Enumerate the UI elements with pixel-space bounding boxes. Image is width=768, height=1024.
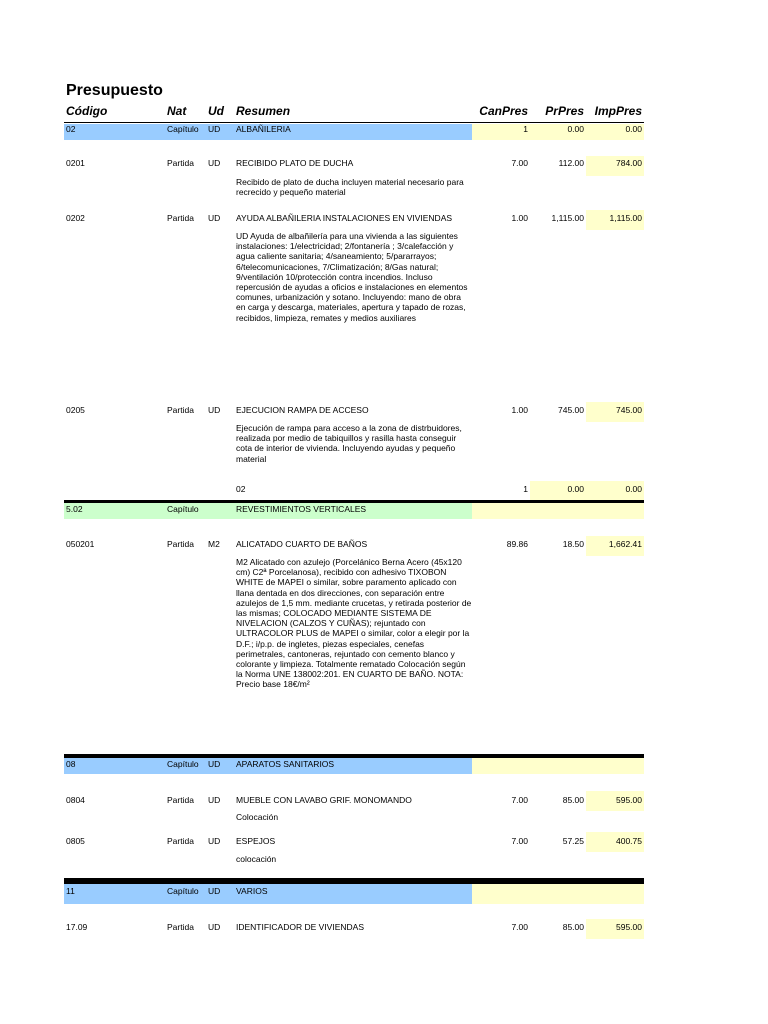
ud: UD — [208, 922, 221, 932]
header-nat: Nat — [167, 104, 187, 118]
nat: Partida — [167, 158, 194, 168]
resumen: ESPEJOS — [236, 836, 276, 846]
code: 5.02 — [66, 504, 83, 514]
prpres: 112.00 — [558, 158, 584, 168]
imppres: 0.00 — [625, 124, 642, 134]
code: 0804 — [66, 795, 85, 805]
description-0205: Ejecución de rampa para acceso a la zona de distrbuidores, realizada por medio de tabiquillos y rasilla hasta conseguir cota de interior de vivienda. Incluyendo ayudas y pequeño material — [236, 423, 462, 464]
canpres: 7.00 — [511, 158, 528, 168]
imppres: 595.00 — [616, 795, 642, 805]
canpres: 7.00 — [511, 836, 528, 846]
resumen: IDENTIFICADOR DE VIVIENDAS — [236, 922, 364, 932]
header-resumen: Resumen — [236, 104, 291, 118]
resumen: ALBAÑILERIA — [236, 124, 291, 134]
prpres: 745.00 — [558, 405, 584, 415]
ud: UD — [208, 213, 221, 223]
resumen: APARATOS SANITARIOS — [236, 759, 335, 769]
imppres: 400.75 — [616, 836, 642, 846]
description-0804: Colocación — [236, 812, 279, 822]
imppres: 745.00 — [616, 405, 642, 415]
description-050201: M2 Alicatado con azulejo (Porcelánico Berna Acero (45x120 cm) C2ª Porcelanosa), recibido con adhesivo TIXOBON WHITE de MAPEI o similar, sobre paramento aplicado con llana dentada en dos direcciones, con separación entre azulejos de 1,5 mm. mediante crucetas, y retirada posterior de las mismas; COLOCADO MEDIANTE SISTEMA DE NIVELACION (CALZOS Y CUÑAS); rejuntado con ULTRACOLOR PLUS de MAPEI o similar, color a elegir por la D.F.; i/p.p. de ingletes, piezas especiales, cenefas perimetrales, cantoneras, rejuntado con cemento blanco y colorante y limpieza. Totalmente rematado Colocación según la Norma UNE 138002:201. EN CUARTO DE BAÑO. NOTA: Precio base 18€/m² — [236, 557, 472, 690]
page-title: Presupuesto — [66, 82, 163, 99]
description-0201: Recibido de plato de ducha incluyen material necesario para recrecido y pequeño material — [236, 177, 464, 198]
prpres: 18.50 — [562, 539, 584, 549]
prpres: 85.00 — [562, 922, 584, 932]
prpres: 85.00 — [562, 795, 584, 805]
canpres: 89.86 — [506, 539, 528, 549]
header-canpres: CanPres — [479, 104, 528, 118]
nat: Partida — [167, 213, 194, 223]
prpres: 1,115.00 — [551, 213, 584, 223]
code: 0202 — [66, 213, 85, 223]
resumen: AYUDA ALBAÑILERIA INSTALACIONES EN VIVIENDAS — [236, 213, 453, 223]
ud: UD — [208, 124, 221, 134]
ud: UD — [208, 886, 221, 896]
ud: UD — [208, 795, 221, 805]
imppres: 595.00 — [616, 922, 642, 932]
chapter-row-11 — [64, 884, 644, 904]
nat: Capítulo — [167, 504, 199, 514]
resumen: REVESTIMIENTOS VERTICALES — [236, 504, 367, 514]
imppres: 0.00 — [625, 484, 642, 494]
nat: Partida — [167, 539, 194, 549]
ud: UD — [208, 836, 221, 846]
nat: Capítulo — [167, 124, 199, 134]
header-ud: Ud — [208, 104, 224, 118]
resumen: RECIBIDO PLATO DE DUCHA — [236, 158, 354, 168]
chapter-row-08 — [64, 758, 644, 774]
code: 0205 — [66, 405, 85, 415]
ud: UD — [208, 405, 221, 415]
code: 02 — [236, 484, 246, 494]
code: 050201 — [66, 539, 95, 549]
canpres: 1.00 — [511, 213, 528, 223]
prpres: 57.25 — [562, 836, 584, 846]
nat: Partida — [167, 795, 194, 805]
header-imppres: ImpPres — [594, 104, 642, 118]
resumen: MUEBLE CON LAVABO GRIF. MONOMANDO — [236, 795, 412, 805]
nat: Partida — [167, 922, 194, 932]
ud: M2 — [208, 539, 220, 549]
description-0202: UD Ayuda de albañilería para una vivienda a las siguientes instalaciones: 1/electricidad; 2/fontanería ; 3/calefacción y agua caliente sanitaria; 4/saneamiento; 5/pararrayos; 6/telecomunicaciones, 7/Climatización; 8/Gas natural; 9/ventilación 10/protección contra incendios. Incluso repercusión de ayudas a oficios e instalaciones en elementos comunes, urbanización y sotano. Incluyendo: mano de obra en carga y descarga, materiales, apertura y tapado de rozas, recibidos, limpieza, remates y medios auxiliares — [236, 231, 468, 323]
canpres: 1 — [523, 484, 528, 494]
nat: Partida — [167, 405, 194, 415]
nat: Partida — [167, 836, 194, 846]
nat: Capítulo — [167, 886, 199, 896]
resumen: VARIOS — [236, 886, 268, 896]
code: 11 — [66, 886, 75, 896]
description-0805: colocación — [236, 854, 277, 864]
code: 0805 — [66, 836, 85, 846]
canpres: 1.00 — [511, 405, 528, 415]
prpres: 0.00 — [567, 484, 584, 494]
imppres: 784.00 — [616, 158, 642, 168]
imppres: 1,662.41 — [608, 539, 642, 549]
code: 02 — [66, 124, 76, 134]
resumen: ALICATADO CUARTO DE BAÑOS — [236, 539, 368, 549]
header-codigo: Código — [66, 104, 108, 118]
header-rule — [64, 122, 644, 123]
code: 08 — [66, 759, 76, 769]
nat: Capítulo — [167, 759, 199, 769]
prpres: 0.00 — [567, 124, 584, 134]
ud: UD — [208, 759, 221, 769]
resumen: EJECUCION RAMPA DE ACCESO — [236, 405, 369, 415]
ud: UD — [208, 158, 221, 168]
code: 17.09 — [66, 922, 88, 932]
canpres: 7.00 — [511, 922, 528, 932]
imppres: 1,115.00 — [609, 213, 642, 223]
code: 0201 — [66, 158, 85, 168]
canpres: 7.00 — [511, 795, 528, 805]
header-prpres: PrPres — [545, 104, 584, 118]
canpres: 1 — [523, 124, 528, 134]
